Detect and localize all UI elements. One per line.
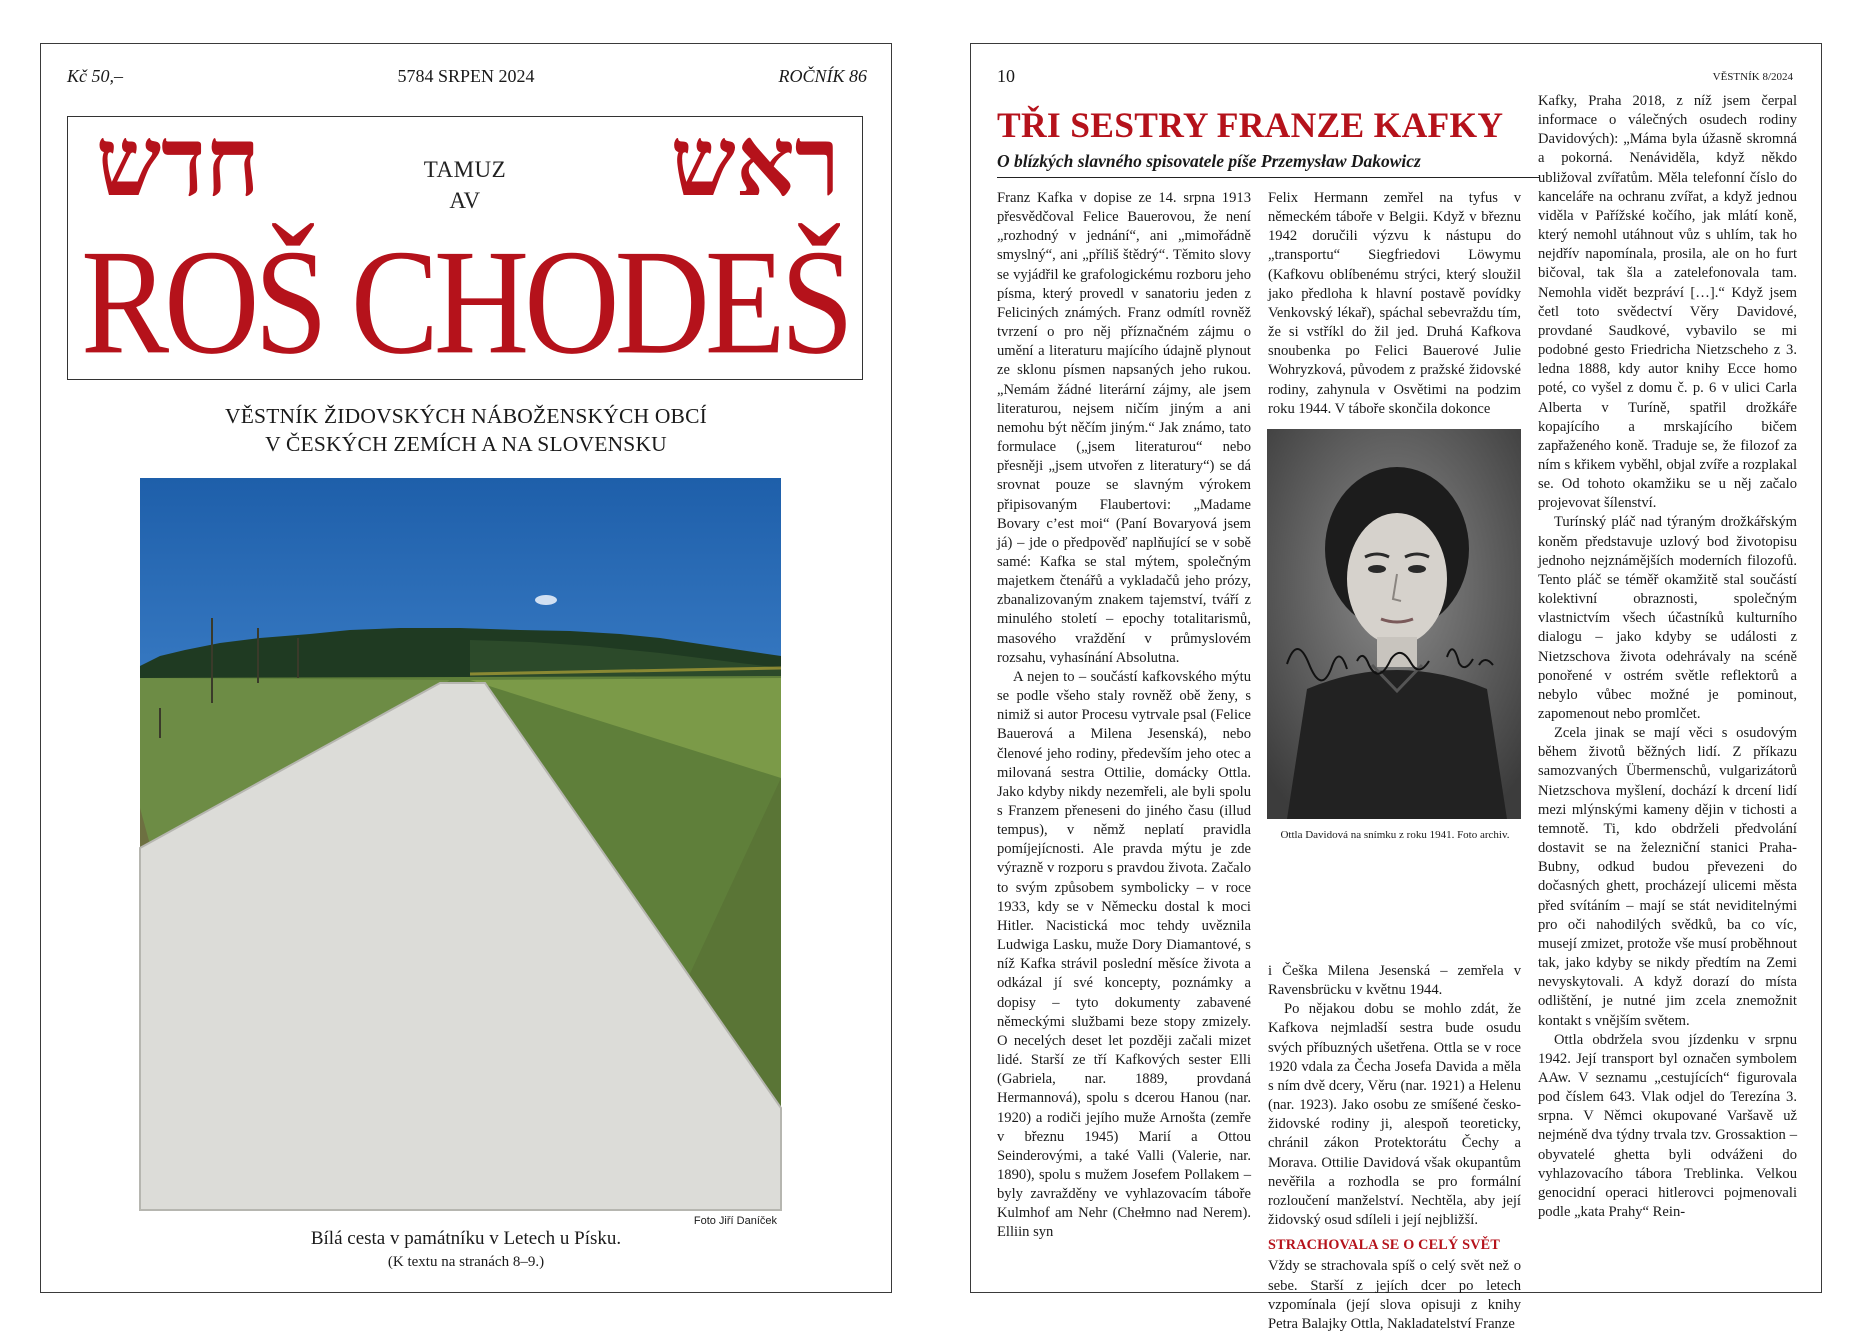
paragraph: Franz Kafka v dopise ze 14. srpna 1913 přesvědčoval Felice Bauerovou, že není „rozhodný v jednání“, ani „mimořádně smyslný“, ani „příliš štědrý“. Těmito slovy se vyjádřil ke grafologickému rozboru jeho písma, který provedl v sanatoriu jeden z Feliciných známých. Franz odmítl rovněž tvrzení o pro něj příznačném zájmu o umění a literaturu majícího údajně plynout ze sklonu písmen napsaných jeho rukou. „Nemám žádné literární zájmy, ale jsem literaturou, nejsem ničím jiným a ani nemohu být něčím jiným.“ Jak známo, tato formulace („jsem literaturou“ nebo přesněji „jsem utvořen z literatury“) se dá srovnat pouze se slavným výrokem připisovaným Flaubertovi: „Madame Bovary c’est moi“ (Paní Bovaryová jsem já) – jde o předpověď naplňující se v sobě samé: Kafka se stal mýtem, společným majetkem čtenářů a vykladačů jeho prózy, zbanalizovaným znakem tajemství, tváří z minulého století – epochy totalitarismů, masového vraždění v průmyslovém rozsahu, vyhasínání Absolutna. xyxy=(997,190,1251,666)
text-column-2-top xyxy=(1268,189,1521,419)
paragraph: Po nějakou dobu se mohlo zdát, že Kafkova nejmladší sestra bude osudu svých příbuzných ušetřena. Ottla se v roce 1920 vdala za Čecha Josefa Davida a měla s ním dvě dcery, Věru (nar. 1921) a Helenu (nar. 1923). Jako osobu ze smíšené česko-židovské rodiny ji, alespoň teoreticky, chránil zákon Protektorátu Čechy a Morava. Ottilie Davidová však okupantům nevěřila a rozhodla se pro formální rozloučení manželství. Nechtěla, aby její židovský osud sdíleli i její nejbližší. xyxy=(1268,1001,1521,1229)
paragraph: Turínský pláč nad týraným drožkářským koněm představuje uzlový bod životopisu jednoho nejznámějších moderních filozofů. Tento pláč se téměř okamžitě stal součástí kolektivní obraznosti, společným vlastnictvím všech účastníků kulturního dialogu – jako kdyby se události z Nietzschova života odehrávaly na scéně ponořené v ostrém světle reflektorů a nebylo vůbec možné je pominout, zapomenout nebo promlčet. xyxy=(1538,514,1797,722)
price: Kč 50,– xyxy=(67,66,123,86)
subtitle-line-1: VĚSTNÍK ŽIDOVSKÝCH NÁBOŽENSKÝCH OBCÍ xyxy=(225,404,707,428)
paragraph: i Češka Milena Jesenská – zemřela v Ravensbrücku v květnu 1944. xyxy=(1268,963,1521,999)
paragraph: Kafky, Praha 2018, z níž jsem čerpal informace o válečných osudech rodiny Davidových): „Máma byla úžasně skromná a pokorná. Nenáviděla, když někdo ubližoval zvířatům. Měla telefonní číslo do kanceláře na ochranu zvířat, a když jednou viděla v Pařížské kočího, jak mlátí koně, který nemohl utáhnout vůz s uhlím, tak ho nejdřív napomínala, prosila, ale on ho furt bičoval, tak šla a zatelefonovala tam. Nemohla vidět bezpráví […].“ Když jsem četl toto svědectví Věry Davidové, provdané Saudkové, vybavilo se mi podobné gesto Friedricha Nietzscheho z 3. ledna 1888, kdy autor knihy Ecce homo poté, co vyšel z domu č. p. 6 v ulici Carla Alberta v Turíně, spatřil drožkáře kopajícího a mrskajícího bičem zapřaženého koně. Traduje se, že filozof za ním s křikem vyběhl, objal zvíře a rozplakal se. Od tohoto okamžiku se u něj začalo projevovat šílenství. xyxy=(1538,93,1797,512)
text-column-1 xyxy=(997,189,1251,1279)
cover-photo-white-path xyxy=(140,478,781,1210)
cover-caption: Bílá cesta v památníku v Letech u Písku. xyxy=(310,1228,622,1249)
article-byline: O blízkých slavného spisovatele píše Przemysław Dakowicz xyxy=(997,151,1421,171)
cover-page xyxy=(40,43,892,1293)
issue-date: 5784 SRPEN 2024 xyxy=(397,66,535,86)
portrait-photo-ottla xyxy=(1267,429,1521,819)
paragraph: Zcela jinak se mají věci s osudovým během životů běžných lidí. Z příkazu samozvaných Übermenschů, vulgarizátorů Nietzschova myšlení, dochází k drcení lidí mezi mlýnskými kameny dějin v tichosti a temnotě. Ti, kdo obdrželi předvolání dostavit se na železniční stanici Praha-Bubny, odkud budou převezeni do dočasných ghett, procházejí ulicemi města před svítáním – mají se stát neviditelnými pro oči nahodilých svědků, ba co víc, musejí zmizet, protože vše musí proběhnout tak, jako kdyby se nikdy předtím na Zemi nevyskytovali. A když dorazí do místa odlištění, je nutné jim zcela znemožnit kontakt s vnějším světem. xyxy=(1538,725,1797,1029)
portrait-caption: Ottla Davidová na snímku z roku 1941. Foto archiv. xyxy=(1280,829,1510,841)
paragraph: Ottla obdržela svou jízdenku v srpnu 1942. Její transport byl označen symbolem AAw. V seznamu „cestujících“ figurovala pod číslem 643. Vlak odjel do Terezína 3. srpna. V Němci okupované Varšavě už nejméně dva týdny trvala tzv. Grossaktion – obyvatelé ghetta byli odváženi do vyhlazovacího tábora Treblinka. Velkou genocidní operaci hitlerovci pojmenovali podle „kata Prahy“ Rein- xyxy=(1538,1031,1797,1221)
paragraph: Felix Hermann zemřel na tyfus v německém táboře v Belgii. Když v březnu 1942 doručili výzvu k nástupu do „transportu“ Siegfriedovi Löwymu (Kafkovu oblíbenému strýci, který sloužil jako předloha k hlavní postavě povídky Venkovský lékař), spáchal sebevraždu tím, že si vstříkl do žil jed. Druhá Kafkova snoubenka po Felici Bauerové Julie Wohryzková, původem z pražské židovské rodiny, zahynula v Osvětimi na podzim roku 1944. V táboře skončila dokonce xyxy=(1268,190,1521,417)
month-av: AV xyxy=(449,188,481,213)
masthead xyxy=(67,104,863,386)
subtitle-line-2: V ČESKÝCH ZEMÍCH A NA SLOVENSKU xyxy=(265,432,667,456)
section-subheading: STRACHOVALA SE O CELÝ SVĚT xyxy=(1268,1237,1501,1254)
paragraph: A nejen to – součástí kafkovského mýtu se podle všeho staly rovněž obě ženy, s nimiž si autor Procesu vytrvale psal (Felice Bauerová a Milena Jesenská), nebo členové jeho rodiny, především jeho otec a milovaná sestra Ottilie, domácky Ottla. Jako kdyby nikdy nezemřeli, ale byli spolu s Franzem přeneseni do jiného času (illud tempus), v němž neplatí pravidla pomíjejícnosti. Ale pravda mýtu je zde výrazně v rozporu s pravdou života. Začalo to svým způsobem symbolicky – v roce 1933, kdy se v Německu dostal k moci Hitler. Nacistická moc tehdy uvěznila Ludwiga Lasku, muže Dory Diamantové, s níž Kafka strávil poslední měsíce života a odkázal jí své koncepty, poznámky a dopisy – tyto dokumenty zabavené německými službami beze stopy zmizely. O necelých deset let později začali mizet lidé. Starší ze tří Kafkových sester Elli (Gabriela, nar. 1889, provdaná Hermannová), spolu s dcerou Hanou (nar. 1920) a rodiči jejího muže Arnošta (zemře v březnu 1945) Marií a Ottou Seinderovými, a také Valli (Valerie, nar. 1890), spolu s mužem Josefem Pollakem – byly zavražděny ve vyhlazovacím táboře Kulmhof am Nehr (Chełmno nad Nerem). Elliin syn xyxy=(997,668,1251,1241)
text-column-2-bottom xyxy=(1268,962,1521,1332)
text-column-3 xyxy=(1538,92,1797,1280)
photo-credit: Foto Jiří Daníček xyxy=(693,1215,777,1227)
article-title: TŘI SESTRY FRANZE KAFKY xyxy=(997,105,1504,145)
magazine-title: ROŠ CHODEŠ xyxy=(81,217,849,386)
hebrew-title-left: חדש xyxy=(96,104,260,218)
page-number: 10 xyxy=(997,66,1015,86)
hebrew-title-right: ראש xyxy=(670,104,840,218)
month-tamuz: TAMUZ xyxy=(423,157,507,182)
cover-caption-reference: (K textu na stranách 8–9.) xyxy=(387,1254,545,1270)
article-page xyxy=(970,43,1822,1332)
paragraph: Vždy se strachovala spíš o celý svět než o sebe. Starší z jejích dcer po letech vzpomínala (její slova opisuji z knihy Petra Balajky Ottla, Nakladatelství Franze xyxy=(1268,1258,1521,1332)
volume: ROČNÍK 86 xyxy=(778,66,867,86)
title-rule xyxy=(997,177,1540,178)
running-header: VĚSTNÍK 8/2024 xyxy=(1712,71,1793,83)
